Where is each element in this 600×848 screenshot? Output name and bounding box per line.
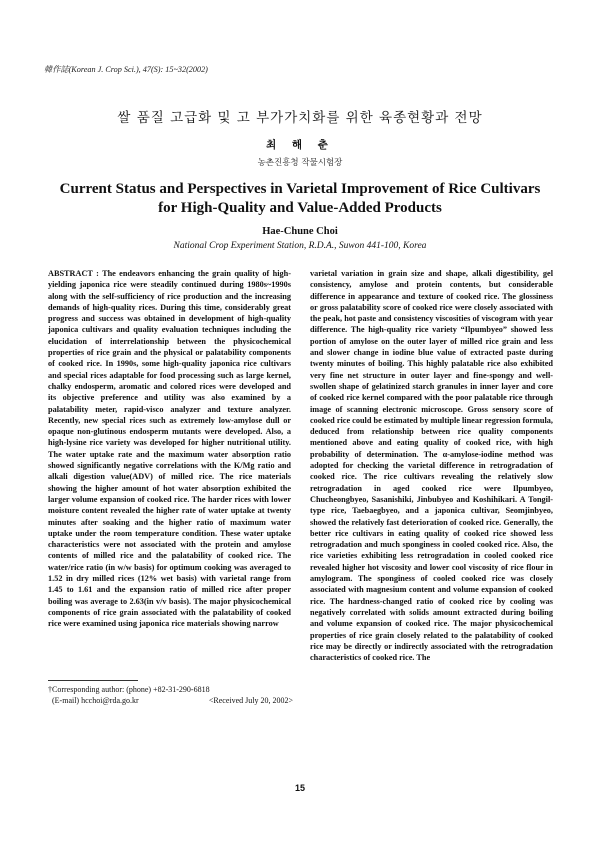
page-number: 15 [294, 783, 305, 793]
footnote-rule [48, 680, 138, 681]
abstract-left-column [48, 268, 291, 630]
abstract-label: ABSTRACT : [48, 269, 99, 278]
journal-reference: 韓作誌(Korean J. Crop Sci.), 47(S): 15~32(2002) [44, 65, 208, 74]
english-author: Hae-Chune Choi [262, 226, 338, 237]
korean-author: 최 해 춘 [266, 139, 334, 151]
abstract-right-column [310, 268, 553, 663]
english-affiliation: National Crop Experiment Station, R.D.A., Suwon 441-100, Korea [173, 241, 427, 251]
english-title-line1: Current Status and Perspectives in Varietal Improvement of Rice Cultivars [59, 181, 541, 197]
footnote-received: <Received July 20, 2002> [208, 696, 293, 705]
korean-affiliation: 농촌진흥청 작물시험장 [257, 158, 343, 168]
english-title [40, 180, 560, 218]
footnote-contact: †Corresponding author: (phone) +82-31-290-6818 [48, 685, 210, 694]
english-title-line2: for High-Quality and Value-Added Products [158, 200, 442, 216]
footnote [48, 684, 293, 706]
abstract-left-text: The endeavors enhancing the grain quality of high-yielding japonica rice were steadily continued during 1980s~1990s along with the self-sufficiency of rice production and the increasing demands of high-quality rices. During this time, considerably great progress and success was obtained in development of high-quality japonica cultivars and quality evaluation techniques including the elucidation of interrelationship between the physicochemical properties of rice grain and the physical or palatability components of cooked rice. In 1990s, some high-quality japonica rice cultivars and special rices adaptable for food processing such as large kernel, chalky endosperm, aromatic and colored rices were developed and its objective preference and utility was also examined by a palatability meter, rapid-visco analyzer and texture analyzer. Recently, new special rices such as extremely low-amylose dull or opaque non-glutinous endosperm mutants were developed. Also, a high-lysine rice variety was developed for higher nutritional utility. The water uptake rate and the maximum water absorption ratio showed significantly negative correlations with the K/Mg ratio and alkali digestion value(ADV) of milled rice. The rice materials showing the higher amount of hot water absorption exhibited the larger volume expansion of cooked rice. The harder rices with lower moisture content revealed the higher rate of water uptake at twenty minutes after soaking and the higher ratio of maximum water uptake under the room temperature condition. These water uptake characteristics were not associated with the protein and amylose contents of milled rice and the palatability of cooked rice. The water/rice ratio (in w/w basis) for optimum cooking was averaged to 1.52 in dry milled rices (12% wet basis) with varietal range from 1.45 to 1.61 and the expansion ratio of milled rice after proper boiling was average to 2.63(in v/v basis). The major physicochemical components of rice grain associated with the palatability of cooked rice were examined using japonica rice materials showing narrow [48, 269, 291, 629]
footnote-email: (E-mail) hcchoi@rda.go.kr [52, 696, 139, 705]
abstract-right-text: varietal variation in grain size and shape, alkali digestibility, gel consistency, amylose and protein contents, but considerable difference in appearance and texture of cooked rice. The glossiness or gross palatability score of cooked rice were closely associated with the peak, hot paste and consistency viscosities of viscogram with year difference. The high-quality rice variety “Ilpumbyeo” showed less portion of amylose on the outer layer of milled rice grain and less and slower change in iodine blue value of extracted paste during twenty minutes of boiling. This highly palatable rice also exhibited very fine net structure in outer layer and fine-spongy and well-swollen shape of gelatinized starch granules in inner layer and core of cooked rice kernel compared with the poor palatable rice through image of scanning electronic microscope. Gross sensory score of cooked rice could be estimated by multiple linear regression formula, deduced from relationship between rice quality components mentioned above and eating quality of cooked rice, with high probability of determination. The α-amylose-iodine method was adopted for checking the varietal difference in retrogradation of cooked rice. The rice cultivars revealing the relatively slow retrogradation in aged cooked rice were Ilpumbyeo, Chucheongbyeo, Sasanishiki, Jinbubyeo and Koshihikari. A Tongil-type rice, Taebaegbyeo, and a japonica cultivar, Seomjinbyeo, showed the relatively fast deterioration of cooked rice. Generally, the better rice cultivars in eating quality of cooked rice showed less retrogradation and much sponginess in cooled cooked rice. Also, the rice varieties exhibiting less retrogradation in cooled cooked rice revealed higher hot viscosity and lower cool viscosity of rice flour in amylogram. The sponginess of cooled cooked rice was closely associated with magnesium content and volume expansion of cooked rice. The hardness-changed ratio of cooked rice by cooling was negatively correlated with solids amount extracted during boiling and volume expansion of cooked rice. The major physicochemical properties of rice grain closely related to the palatability of cooked rice may be directly or indirectly associated with the retrogradation characteristics of cooked rice. The [310, 269, 553, 663]
korean-title: 쌀 품질 고급화 및 고 부가가치화를 위한 육종현황과 전망 [117, 110, 483, 126]
